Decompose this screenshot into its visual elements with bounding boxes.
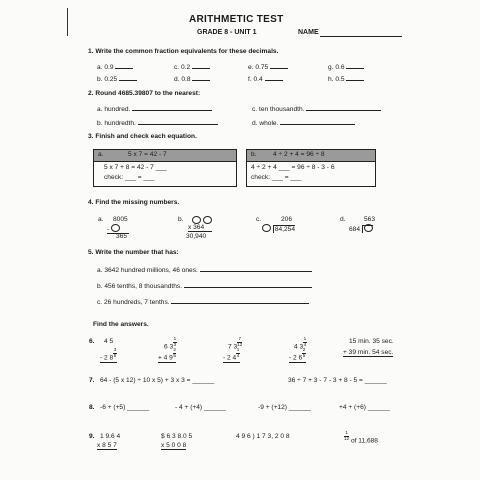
- q8-item-4: +4 + (+6) ______: [339, 404, 390, 411]
- q4-d-label: d.: [340, 216, 346, 223]
- q6-a-top: 4 5: [104, 338, 114, 345]
- q4-a-top: 8005: [113, 216, 128, 223]
- q2-prompt: 2. Round 4685.39807 to the nearest:: [88, 90, 201, 97]
- q4-a-minus: -: [107, 224, 129, 234]
- q3-box-b-check: check: ___ = ___: [251, 174, 302, 181]
- missing-number-circle: [111, 224, 120, 232]
- page-subtitle: GRADE 8 - UNIT 1: [197, 29, 257, 36]
- q1-prompt: 1. Write the common fraction equivalents for these decimals.: [88, 48, 279, 55]
- q7-left: 64 - (5 x 12) ÷ 10 x 5) + 3 x 3 = ______: [100, 377, 215, 384]
- q4-d-quotient: 563: [364, 216, 376, 223]
- q1-item-h: h. 0.5: [328, 74, 364, 83]
- q1-item-g: g. 0.6: [328, 62, 364, 71]
- q4-c-division: 84,254: [262, 224, 295, 233]
- q3-box-b-line: 4 ÷ 2 + 4 ___ = 96 ÷ 8 - 3 - 6: [251, 164, 335, 171]
- q4-b-label: b.: [178, 216, 184, 223]
- q9-a-bottom: x 8 5 7: [97, 442, 117, 449]
- q9-d: $\frac{1}{12}$ of 11,688: [344, 430, 378, 445]
- q1-item-a: a. 0.9: [97, 62, 133, 71]
- q2-item-c: c. ten thousandth.: [252, 104, 381, 113]
- page-title: ARITHMETIC TEST: [189, 14, 284, 25]
- q3-box-b-header: b. 4 ÷ 2 + 4 = 96 ÷ 8: [247, 150, 375, 162]
- q9-a-top: 1 9.6 4: [100, 433, 121, 440]
- q4-a-result: 365: [116, 233, 128, 240]
- q5-item-c: c. 26 hundreds, 7 tenths.: [97, 297, 309, 306]
- q4-b-result: 30,940: [186, 233, 207, 240]
- q8-number: 8.: [89, 404, 95, 411]
- q4-c-label: c.: [256, 216, 262, 223]
- q6-d-top: 4 3 $\frac{1}{4}$: [294, 336, 307, 351]
- q5-item-a: a. 3642 hundred millions, 46 ones.: [97, 265, 312, 274]
- q1-item-f: f. 0.4: [248, 74, 283, 83]
- name-label: NAME: [298, 29, 319, 36]
- q3-box-a-line: 5 x 7 + 8 = 42 - 7 ___: [104, 164, 167, 171]
- q3-box-b: [246, 149, 376, 187]
- q5-item-b: b. 456 tenths, 8 thousandths.: [97, 281, 312, 290]
- answers-heading: Find the answers.: [93, 321, 149, 328]
- q9-number: 9.: [89, 433, 95, 440]
- q3-box-a-check: check: ___ = ___: [104, 174, 155, 181]
- q4-c-quotient: 206: [281, 216, 293, 223]
- q8-item-2: - 4 + (+4) ______: [175, 404, 226, 411]
- q6-b-top: 6 3 $\frac{1}{3}$: [164, 336, 177, 351]
- q4-a-label: a.: [98, 216, 104, 223]
- missing-number-circle: [192, 216, 201, 224]
- q6-number: 6.: [89, 338, 95, 345]
- missing-number-circle: [262, 224, 271, 232]
- q6-a-bottom: - 2 8 $\frac{3}{8}$: [100, 347, 117, 362]
- name-field[interactable]: [320, 36, 402, 37]
- q1-item-d: d. 0.8: [174, 74, 210, 83]
- q6-d-bottom: - 2 6 $\frac{2}{5}$: [289, 347, 306, 362]
- q7-right: 36 ÷ 7 + 3 - 7 - 3 + 8 - 5 = ______: [288, 377, 387, 384]
- q6-e-bottom: + 39 min. 54 sec.: [343, 349, 394, 356]
- missing-number-circle: [364, 224, 373, 232]
- q9-b-bottom: x 5 0 0 8: [161, 442, 187, 449]
- q9-c: 4 9 6 ) 1 7 3, 2 0 8: [236, 433, 290, 440]
- q1-item-c: c. 0.2: [174, 62, 210, 71]
- q1-item-b: b. 0.25: [97, 74, 137, 83]
- q4-prompt: 4. Find the missing numbers.: [88, 199, 180, 206]
- q2-item-a: a. hundred.: [97, 104, 212, 113]
- q4-b-mult: x 364: [188, 224, 212, 232]
- q2-item-d: d. whole.: [252, 118, 355, 127]
- q8-item-1: -6 + (+5) ______: [100, 404, 150, 411]
- q1-item-e: e. 0.75: [248, 62, 288, 71]
- margin-line: [67, 8, 68, 36]
- q3-prompt: 3. Finish and check each equation.: [88, 133, 197, 140]
- q2-item-b: b. hundredth.: [97, 118, 218, 127]
- q3-box-a-header: a. 5 x 7 = 42 - 7: [94, 150, 236, 162]
- q7-number: 7.: [89, 377, 95, 384]
- q6-e-top: 15 min. 35 sec.: [349, 338, 394, 345]
- q6-c-bottom: - 2 4 $\frac{1}{4}$: [223, 347, 240, 362]
- q4-d-division: 684: [349, 224, 373, 233]
- q9-b-top: $ 6 3 8.0 5: [161, 433, 193, 440]
- q6-b-bottom: + 4 9 $\frac{2}{5}$: [158, 347, 176, 362]
- missing-number-circle: [203, 216, 212, 224]
- q3-box-a: [93, 149, 237, 187]
- q8-item-3: -9 + (+12) ______: [258, 404, 311, 411]
- q5-prompt: 5. Write the number that has:: [88, 249, 179, 256]
- q6-c-top: 7 3 $\frac{7}{12}$: [228, 336, 243, 351]
